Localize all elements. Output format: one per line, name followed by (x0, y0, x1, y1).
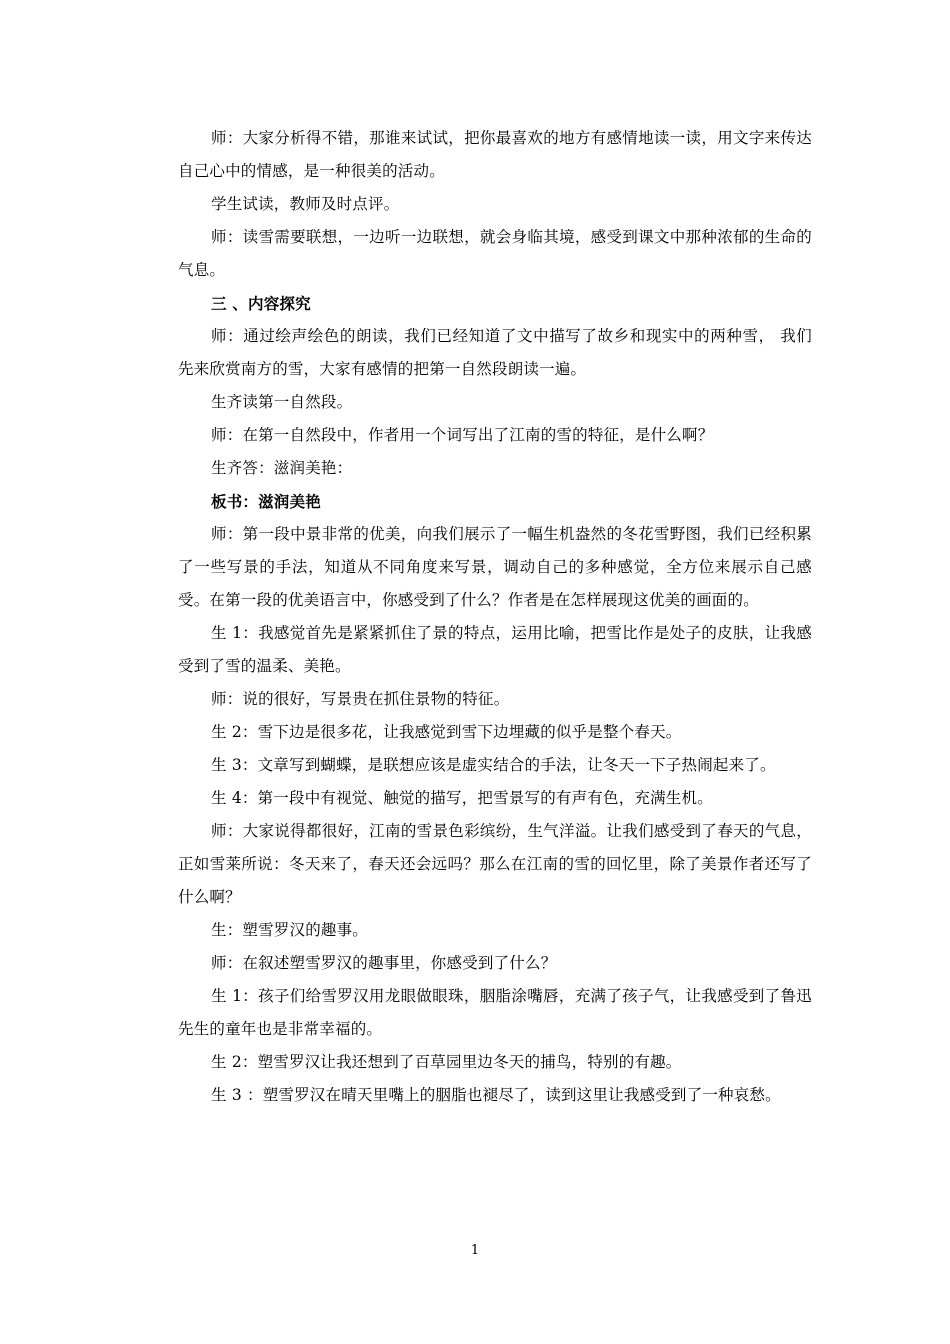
document-body (178, 122, 812, 1112)
paragraph: 生 3 ：塑雪罗汉在晴天里嘴上的胭脂也褪尽了，读到这里让我感受到了一种哀愁。 (211, 1086, 781, 1104)
paragraph: 生齐读第一自然段。 (211, 393, 353, 411)
paragraph: 生齐答：滋润美艳： (211, 459, 353, 477)
section-heading: 三 、内容探究 (211, 294, 311, 313)
paragraph: 师：大家说得都很好，江南的雪景色彩缤纷，生气洋溢。让我们感受到了春天的气息，正如雪莱所说：冬天来了，春天还会远吗？那么在江南的雪的回忆里，除了美景作者还写了什么啊？ (178, 822, 812, 906)
paragraph: 生：塑雪罗汉的趣事。 (211, 921, 369, 939)
paragraph: 师：第一段中景非常的优美，向我们展示了一幅生机盎然的冬花雪野图，我们已经积累了一些写景的手法，知道从不同角度来写景，调动自己的多种感觉，全方位来展示自己感受。在第一段的优美语言中，你感受到了什么？作者是在怎样展现这优美的画面的。 (178, 525, 812, 609)
section-heading: 板书：滋润美艳 (211, 492, 321, 511)
paragraph: 生 2：塑雪罗汉让我还想到了百草园里边冬天的捕鸟，特别的有趣。 (211, 1053, 682, 1071)
paragraph: 师：在第一自然段中，作者用一个词写出了江南的雪的特征，是什么啊？ (211, 426, 714, 444)
paragraph: 学生试读，教师及时点评。 (211, 195, 400, 213)
paragraph: 师：大家分析得不错，那谁来试试，把你最喜欢的地方有感情地读一读，用文字来传达自己心中的情感，是一种很美的活动。 (178, 129, 812, 180)
paragraph: 师：在叙述塑雪罗汉的趣事里，你感受到了什么？ (211, 954, 557, 972)
paragraph: 师：读雪需要联想，一边听一边联想，就会身临其境，感受到课文中那种浓郁的生命的气息。 (178, 228, 812, 279)
paragraph: 师：通过绘声绘色的朗读，我们已经知道了文中描写了故乡和现实中的两种雪， 我们先来欣赏南方的雪，大家有感情的把第一自然段朗读一遍。 (178, 327, 812, 378)
page-number: 1 (470, 1243, 480, 1258)
paragraph: 生 4：第一段中有视觉、触觉的描写，把雪景写的有声有色，充满生机。 (211, 789, 713, 807)
paragraph: 生 1：我感觉首先是紧紧抓住了景的特点，运用比喻，把雪比作是处子的皮肤，让我感受到了雪的温柔、美艳。 (178, 624, 812, 675)
paragraph: 生 3：文章写到蝴蝶，是联想应该是虚实结合的手法，让冬天一下子热闹起来了。 (211, 756, 776, 774)
paragraph: 师：说的很好，写景贵在抓住景物的特征。 (211, 690, 510, 708)
paragraph: 生 2：雪下边是很多花，让我感觉到雪下边埋藏的似乎是整个春天。 (211, 723, 682, 741)
paragraph: 生 1：孩子们给雪罗汉用龙眼做眼珠，胭脂涂嘴唇，充满了孩子气，让我感受到了鲁迅先生的童年也是非常幸福的。 (178, 987, 812, 1038)
